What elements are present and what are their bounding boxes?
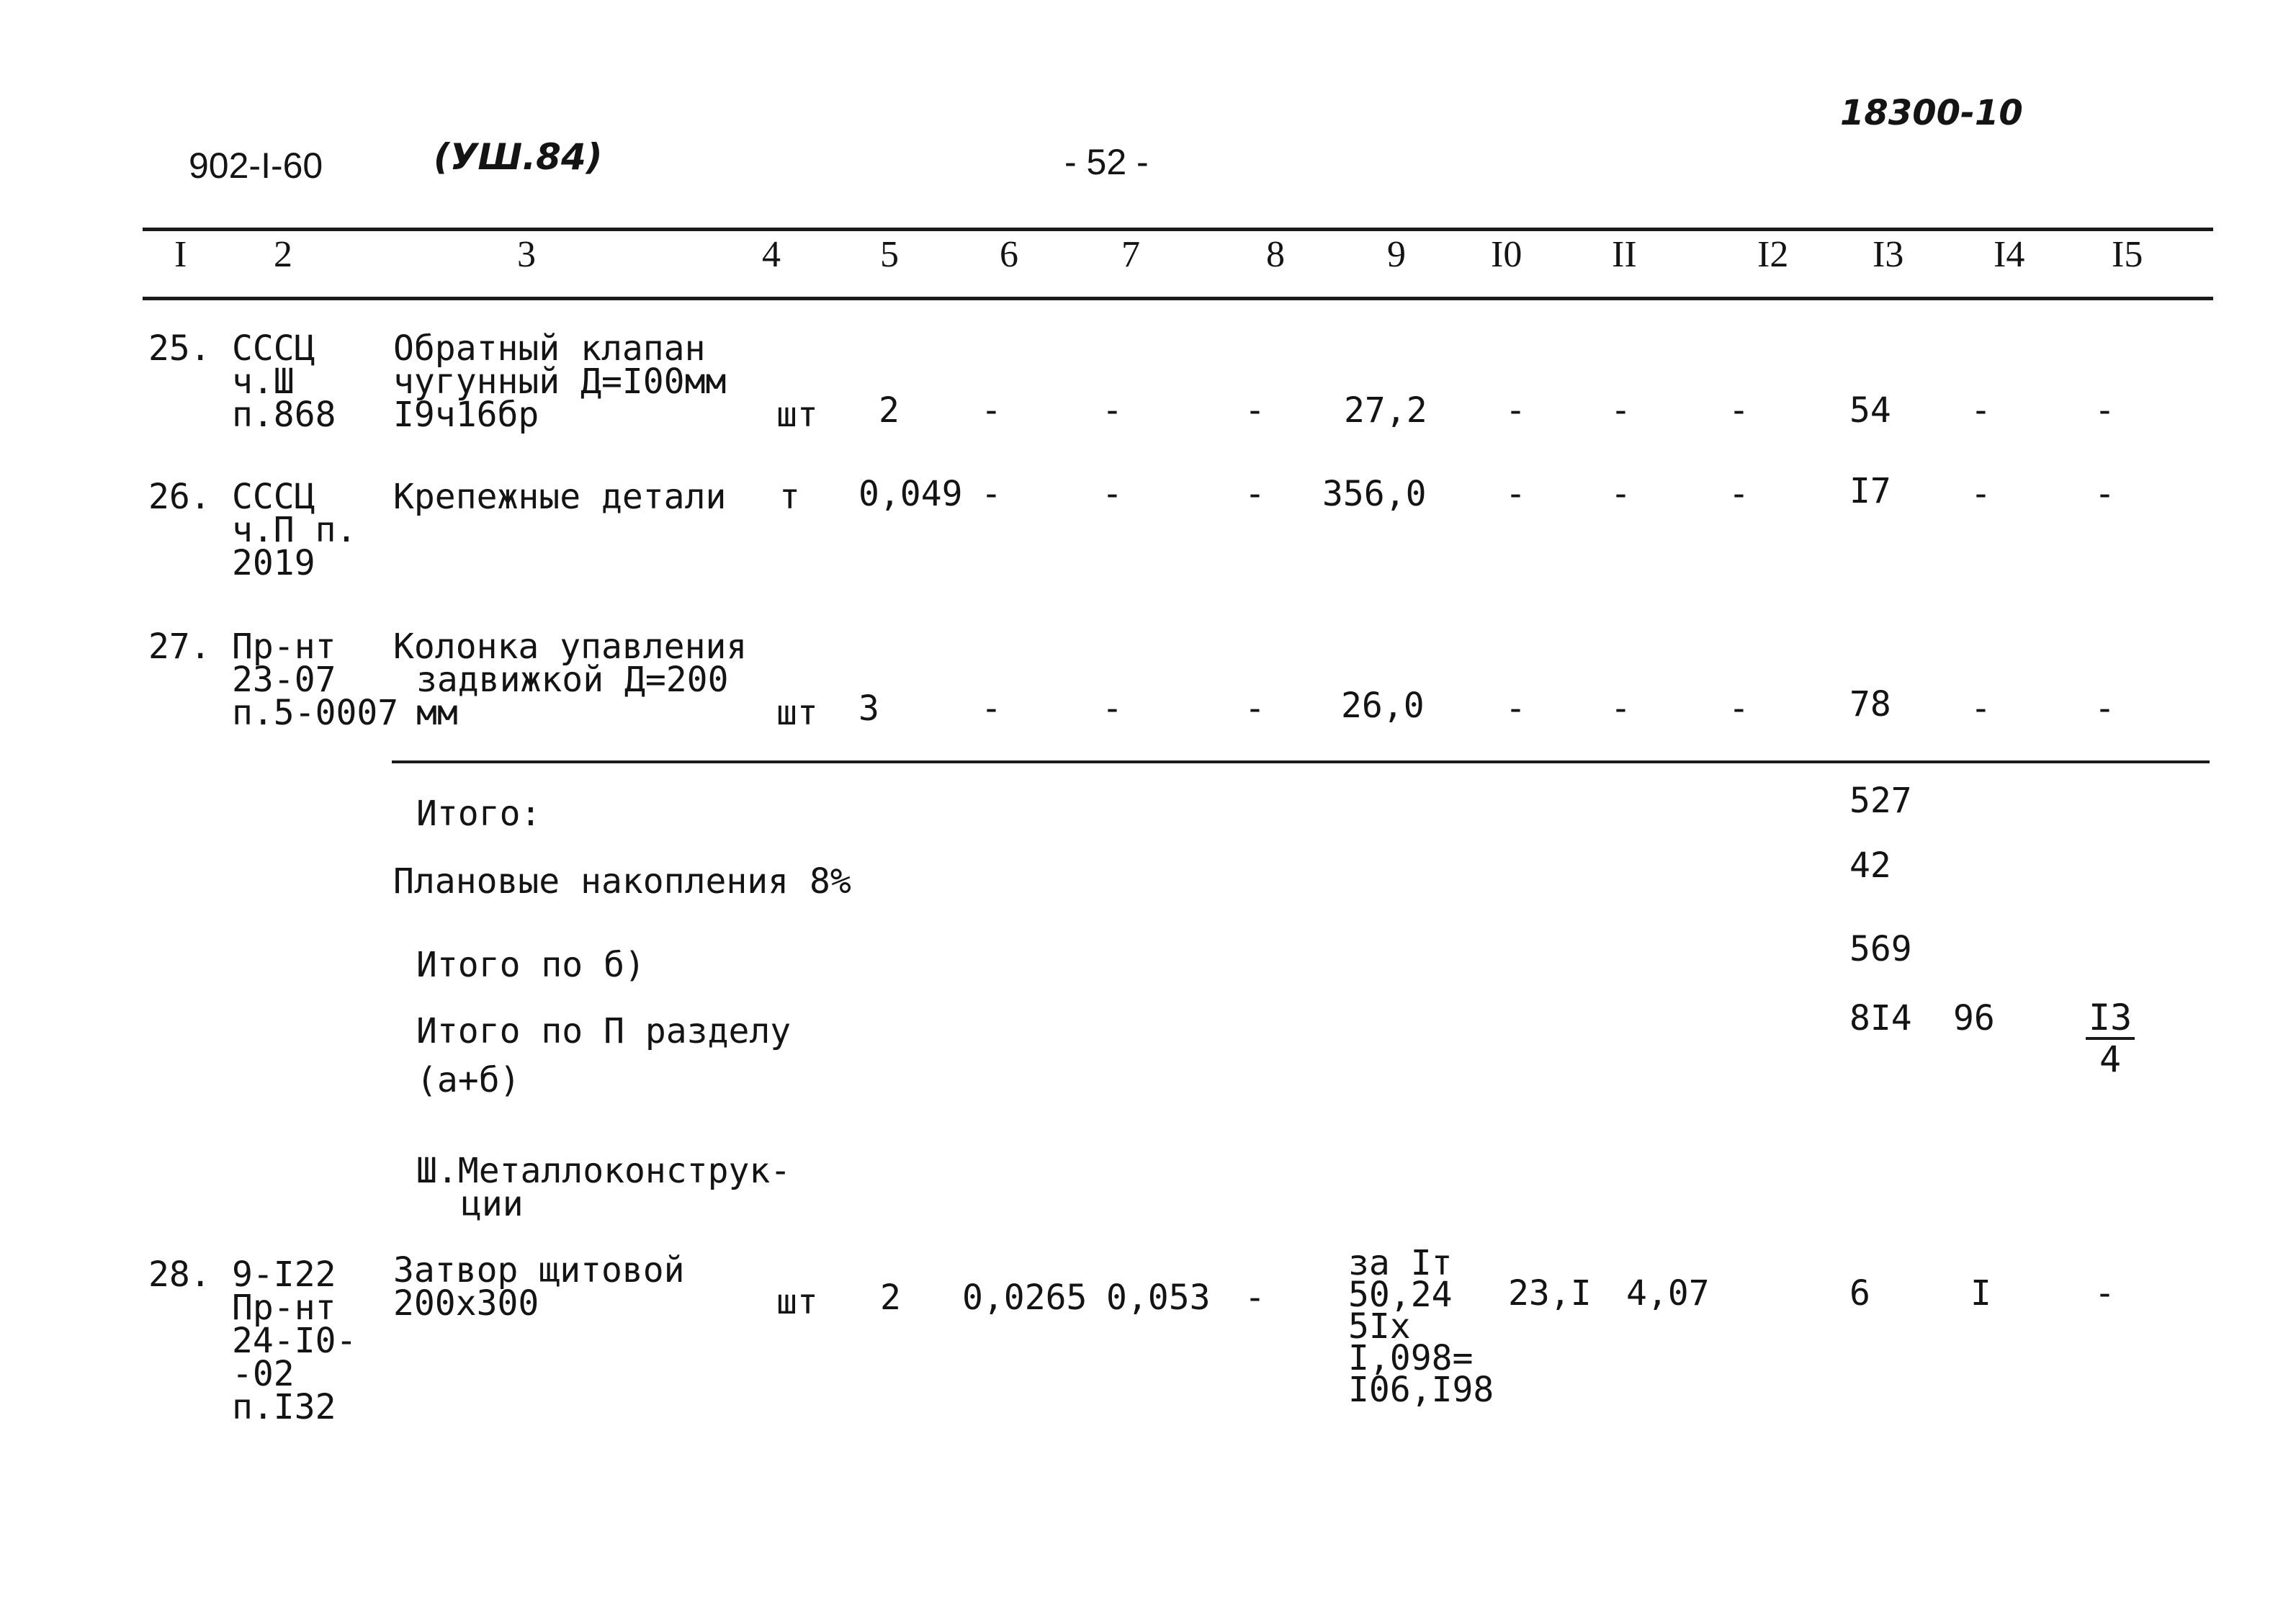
table-top-rule <box>143 228 2213 231</box>
row-code-line: 24-I0- <box>232 1321 357 1361</box>
row-code-line: п.868 <box>232 395 336 435</box>
row-col15: - <box>2094 390 2115 431</box>
row-number: 27. <box>148 627 211 667</box>
row-quantity: 2 <box>880 1278 901 1318</box>
planned-savings-value: 42 <box>1849 845 1891 886</box>
row-col7: - <box>1102 688 1123 729</box>
row-col7: - <box>1102 474 1123 514</box>
row-col10: 23,I <box>1508 1273 1592 1314</box>
row-col13: 78 <box>1849 684 1891 724</box>
column-header: I4 <box>1994 234 2025 275</box>
column-header: 8 <box>1266 234 1285 275</box>
subtotal-rule <box>392 760 2210 763</box>
column-header: I2 <box>1757 234 1789 275</box>
row-col9-line: 5Iх <box>1348 1306 1411 1347</box>
row-col6: - <box>981 688 1002 729</box>
column-header: 7 <box>1121 234 1140 275</box>
row-name-line: Затвор щитовой <box>393 1250 685 1290</box>
row-col9: 26,0 <box>1341 686 1425 726</box>
row-name-line: чугунный Д=I00мм <box>393 362 727 402</box>
row-col8: - <box>1245 688 1265 729</box>
row-col13: 6 <box>1849 1273 1870 1314</box>
column-header: 2 <box>274 234 292 275</box>
row-code-line: п.I32 <box>232 1387 336 1427</box>
section-total-label-2: (а+б) <box>416 1060 521 1100</box>
row-code-line: Пр-нт <box>232 1288 336 1328</box>
row-col12: - <box>1728 390 1749 431</box>
row-name-line: I9ч16бр <box>393 395 539 435</box>
row-number: 28. <box>148 1254 211 1295</box>
column-header: I5 <box>2112 234 2143 275</box>
row-col13: 54 <box>1849 390 1891 431</box>
section-total-col15-fraction <box>2086 997 2135 1080</box>
total-label: Итого: <box>416 794 542 834</box>
row-col11: 4,07 <box>1626 1273 1710 1314</box>
row-col7: 0,053 <box>1106 1278 1211 1318</box>
row-col9-line: 50,24 <box>1348 1275 1453 1315</box>
row-col10: - <box>1505 688 1526 729</box>
section-heading-cont: ции <box>461 1184 524 1224</box>
column-header: 3 <box>517 234 536 275</box>
row-col14: - <box>1970 390 1991 431</box>
row-quantity: 0,049 <box>858 474 963 514</box>
row-name-line: мм <box>416 693 458 733</box>
column-header: I3 <box>1873 234 1904 275</box>
series-code: (УШ.84) <box>434 136 603 178</box>
column-header: 6 <box>1000 234 1018 275</box>
row-col15: - <box>2094 474 2115 514</box>
row-name-line: задвижкой Д=200 <box>416 660 729 700</box>
row-col12: - <box>1728 474 1749 514</box>
row-name-line: Крепежные детали <box>393 477 727 517</box>
row-col6: 0,0265 <box>962 1278 1088 1318</box>
row-col9: 356,0 <box>1322 474 1427 514</box>
row-unit: т <box>779 477 800 517</box>
row-col9: 27,2 <box>1344 390 1427 431</box>
row-col14: - <box>1970 688 1991 729</box>
total-b-label: Итого по б) <box>416 945 645 985</box>
column-header: 5 <box>880 234 899 275</box>
row-code-line: -02 <box>232 1354 295 1394</box>
archive-number: 18300-10 <box>1840 93 2023 133</box>
row-code-line: СССЦ <box>232 477 315 517</box>
row-col6: - <box>981 474 1002 514</box>
row-col11: - <box>1610 474 1631 514</box>
total-b-value: 569 <box>1849 929 1912 969</box>
row-code-line: 23-07 <box>232 660 336 700</box>
section-heading: Ш.Металлоконструк- <box>416 1151 792 1191</box>
row-col8: - <box>1245 390 1265 431</box>
row-col15: - <box>2094 688 2115 729</box>
column-header: I <box>174 234 187 275</box>
row-col6: - <box>981 390 1002 431</box>
document-code: 902-I-60 <box>189 145 323 186</box>
row-col9-line: за Iт <box>1348 1243 1453 1283</box>
total-value: 527 <box>1849 781 1912 821</box>
planned-savings-label: Плановые накопления 8% <box>393 861 851 902</box>
row-code-line: 9-I22 <box>232 1254 336 1295</box>
row-unit: шт <box>776 1282 818 1322</box>
page-number: - 52 - <box>1064 142 1149 182</box>
column-header: I0 <box>1491 234 1523 275</box>
row-quantity: 3 <box>858 688 879 729</box>
row-col8: - <box>1245 474 1265 514</box>
fraction-numerator: I3 <box>2086 1000 2135 1040</box>
row-col9-line: I,098= <box>1348 1338 1474 1378</box>
row-col9-line: I06,I98 <box>1348 1370 1494 1410</box>
row-code-line: ч.Ш <box>232 362 295 402</box>
row-name-line: Колонка упавления <box>393 627 748 667</box>
column-header: 4 <box>762 234 781 275</box>
row-unit: шт <box>776 395 818 435</box>
row-quantity: 2 <box>879 390 900 431</box>
row-col12: - <box>1728 688 1749 729</box>
row-code-line: Пр-нт <box>232 627 336 667</box>
row-code-line: ч.П п. <box>232 510 357 550</box>
row-code-line: 2019 <box>232 543 315 583</box>
row-code-line: СССЦ <box>232 328 315 369</box>
row-col13: I7 <box>1849 471 1891 511</box>
section-total-col14: 96 <box>1953 998 1995 1038</box>
column-header: II <box>1612 234 1637 275</box>
section-total-col13: 8I4 <box>1849 998 1912 1038</box>
header-bottom-rule <box>143 297 2213 300</box>
fraction-denominator: 4 <box>2099 1038 2122 1080</box>
row-col10: - <box>1505 474 1526 514</box>
row-col15: - <box>2094 1273 2115 1314</box>
row-col8: - <box>1245 1278 1265 1318</box>
row-col11: - <box>1610 390 1631 431</box>
row-col14: I <box>1970 1273 1991 1314</box>
row-unit: шт <box>776 693 818 733</box>
section-total-label: Итого по П разделу <box>416 1011 792 1051</box>
row-col7: - <box>1102 390 1123 431</box>
row-col10: - <box>1505 390 1526 431</box>
row-code-line: п.5-0007 <box>232 693 399 733</box>
row-col11: - <box>1610 688 1631 729</box>
row-number: 26. <box>148 477 211 517</box>
row-name-line: 200x300 <box>393 1283 539 1324</box>
row-number: 25. <box>148 328 211 369</box>
row-name-line: Обратный клапан <box>393 328 706 369</box>
row-col14: - <box>1970 474 1991 514</box>
column-header: 9 <box>1387 234 1406 275</box>
